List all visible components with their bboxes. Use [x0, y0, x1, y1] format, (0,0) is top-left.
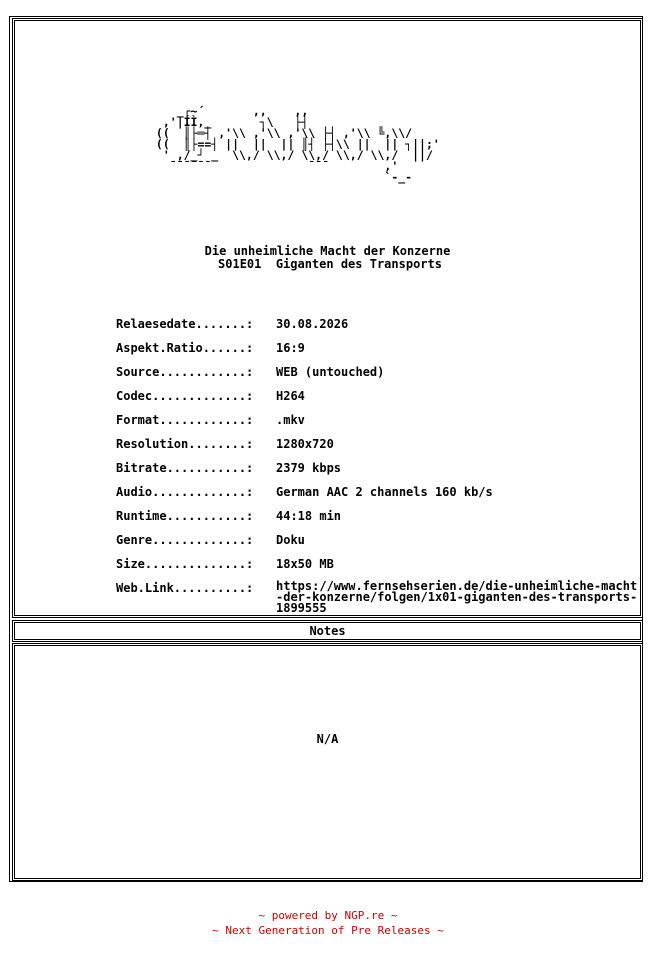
detail-row-resolution [116, 437, 656, 461]
detail-row-source [116, 365, 656, 389]
detail-value: 18x50 MB [276, 557, 334, 571]
detail-value: 30.08.2026 [276, 317, 349, 331]
detail-key: Audio.............: [116, 485, 254, 499]
detail-row-bitrate [116, 461, 656, 485]
detail-value: 1280x720 [276, 437, 334, 451]
detail-value: 44:18 min [276, 509, 342, 523]
detail-row-format [116, 413, 656, 437]
web-link-url: https://www.fernsehserien.de/die-unheimliche-macht-der-konzerne/folgen/1x01-giganten-des-transports-1899555 [276, 579, 638, 615]
detail-row-runtime [116, 509, 656, 533]
ascii-logo: _┌~´ ,, ,, ,'|ÍÌ,_ ┐\ ├┤ (( ║├═┤ ,'\\ ,'\\ ,'\\ ├┤ ,'\\ ╚,\\/ (( ║├==┤ || || || ║┤ ├┤\\ || || ┐||;' ' ,/_┘ _ \\,/ \\,/ \\,/ \\,/ \\,/ ||/ ¯¯¯¯¯¯ ¯¯¯ ,' `-_- [155, 104, 440, 184]
notes-body-panel [12, 643, 643, 881]
detail-row-genre [116, 533, 656, 557]
detail-value: WEB (untouched) [276, 365, 385, 379]
detail-key: Resolution........: [116, 437, 254, 451]
detail-row-codec [116, 389, 656, 413]
footer-powered-by: ~ powered by NGP.re ~ [258, 909, 398, 922]
show-title: Die unheimliche Macht der Konzerne [204, 244, 451, 258]
detail-key: Web.Link..........: [116, 581, 254, 595]
detail-key: Relaesedate.......: [116, 317, 254, 331]
detail-key: Format............: [116, 413, 254, 427]
detail-key: Aspekt.Ratio......: [116, 341, 254, 355]
notes-heading: Notes [309, 624, 346, 638]
detail-key: Source............: [116, 365, 254, 379]
footer [0, 908, 656, 938]
release-info-panel [12, 18, 643, 618]
detail-key: Runtime...........: [116, 509, 254, 523]
detail-row-size [116, 557, 656, 581]
detail-key: Bitrate...........: [116, 461, 254, 475]
footer-tagline: ~ Next Generation of Pre Releases ~ [212, 924, 444, 937]
detail-value: Doku [276, 533, 305, 547]
notes-text: N/A [316, 732, 339, 746]
detail-value: 16:9 [276, 341, 305, 355]
notes-header-panel [12, 620, 643, 642]
episode-title: S01E01 Giganten des Transports [218, 257, 442, 271]
detail-row-audio [116, 485, 656, 509]
detail-value: H264 [276, 389, 305, 403]
release-details-list [116, 317, 656, 615]
detail-key: Size..............: [116, 557, 254, 571]
detail-row-aspect-ratio [116, 341, 656, 365]
detail-value: 2379 kbps [276, 461, 342, 475]
detail-row-web-link [116, 579, 656, 615]
detail-row-releasedate [116, 317, 656, 341]
detail-value: .mkv [276, 413, 305, 427]
detail-key: Codec.............: [116, 389, 254, 403]
release-title [13, 245, 642, 271]
detail-key: Genre.............: [116, 533, 254, 547]
detail-value: German AAC 2 channels 160 kb/s [276, 485, 493, 499]
